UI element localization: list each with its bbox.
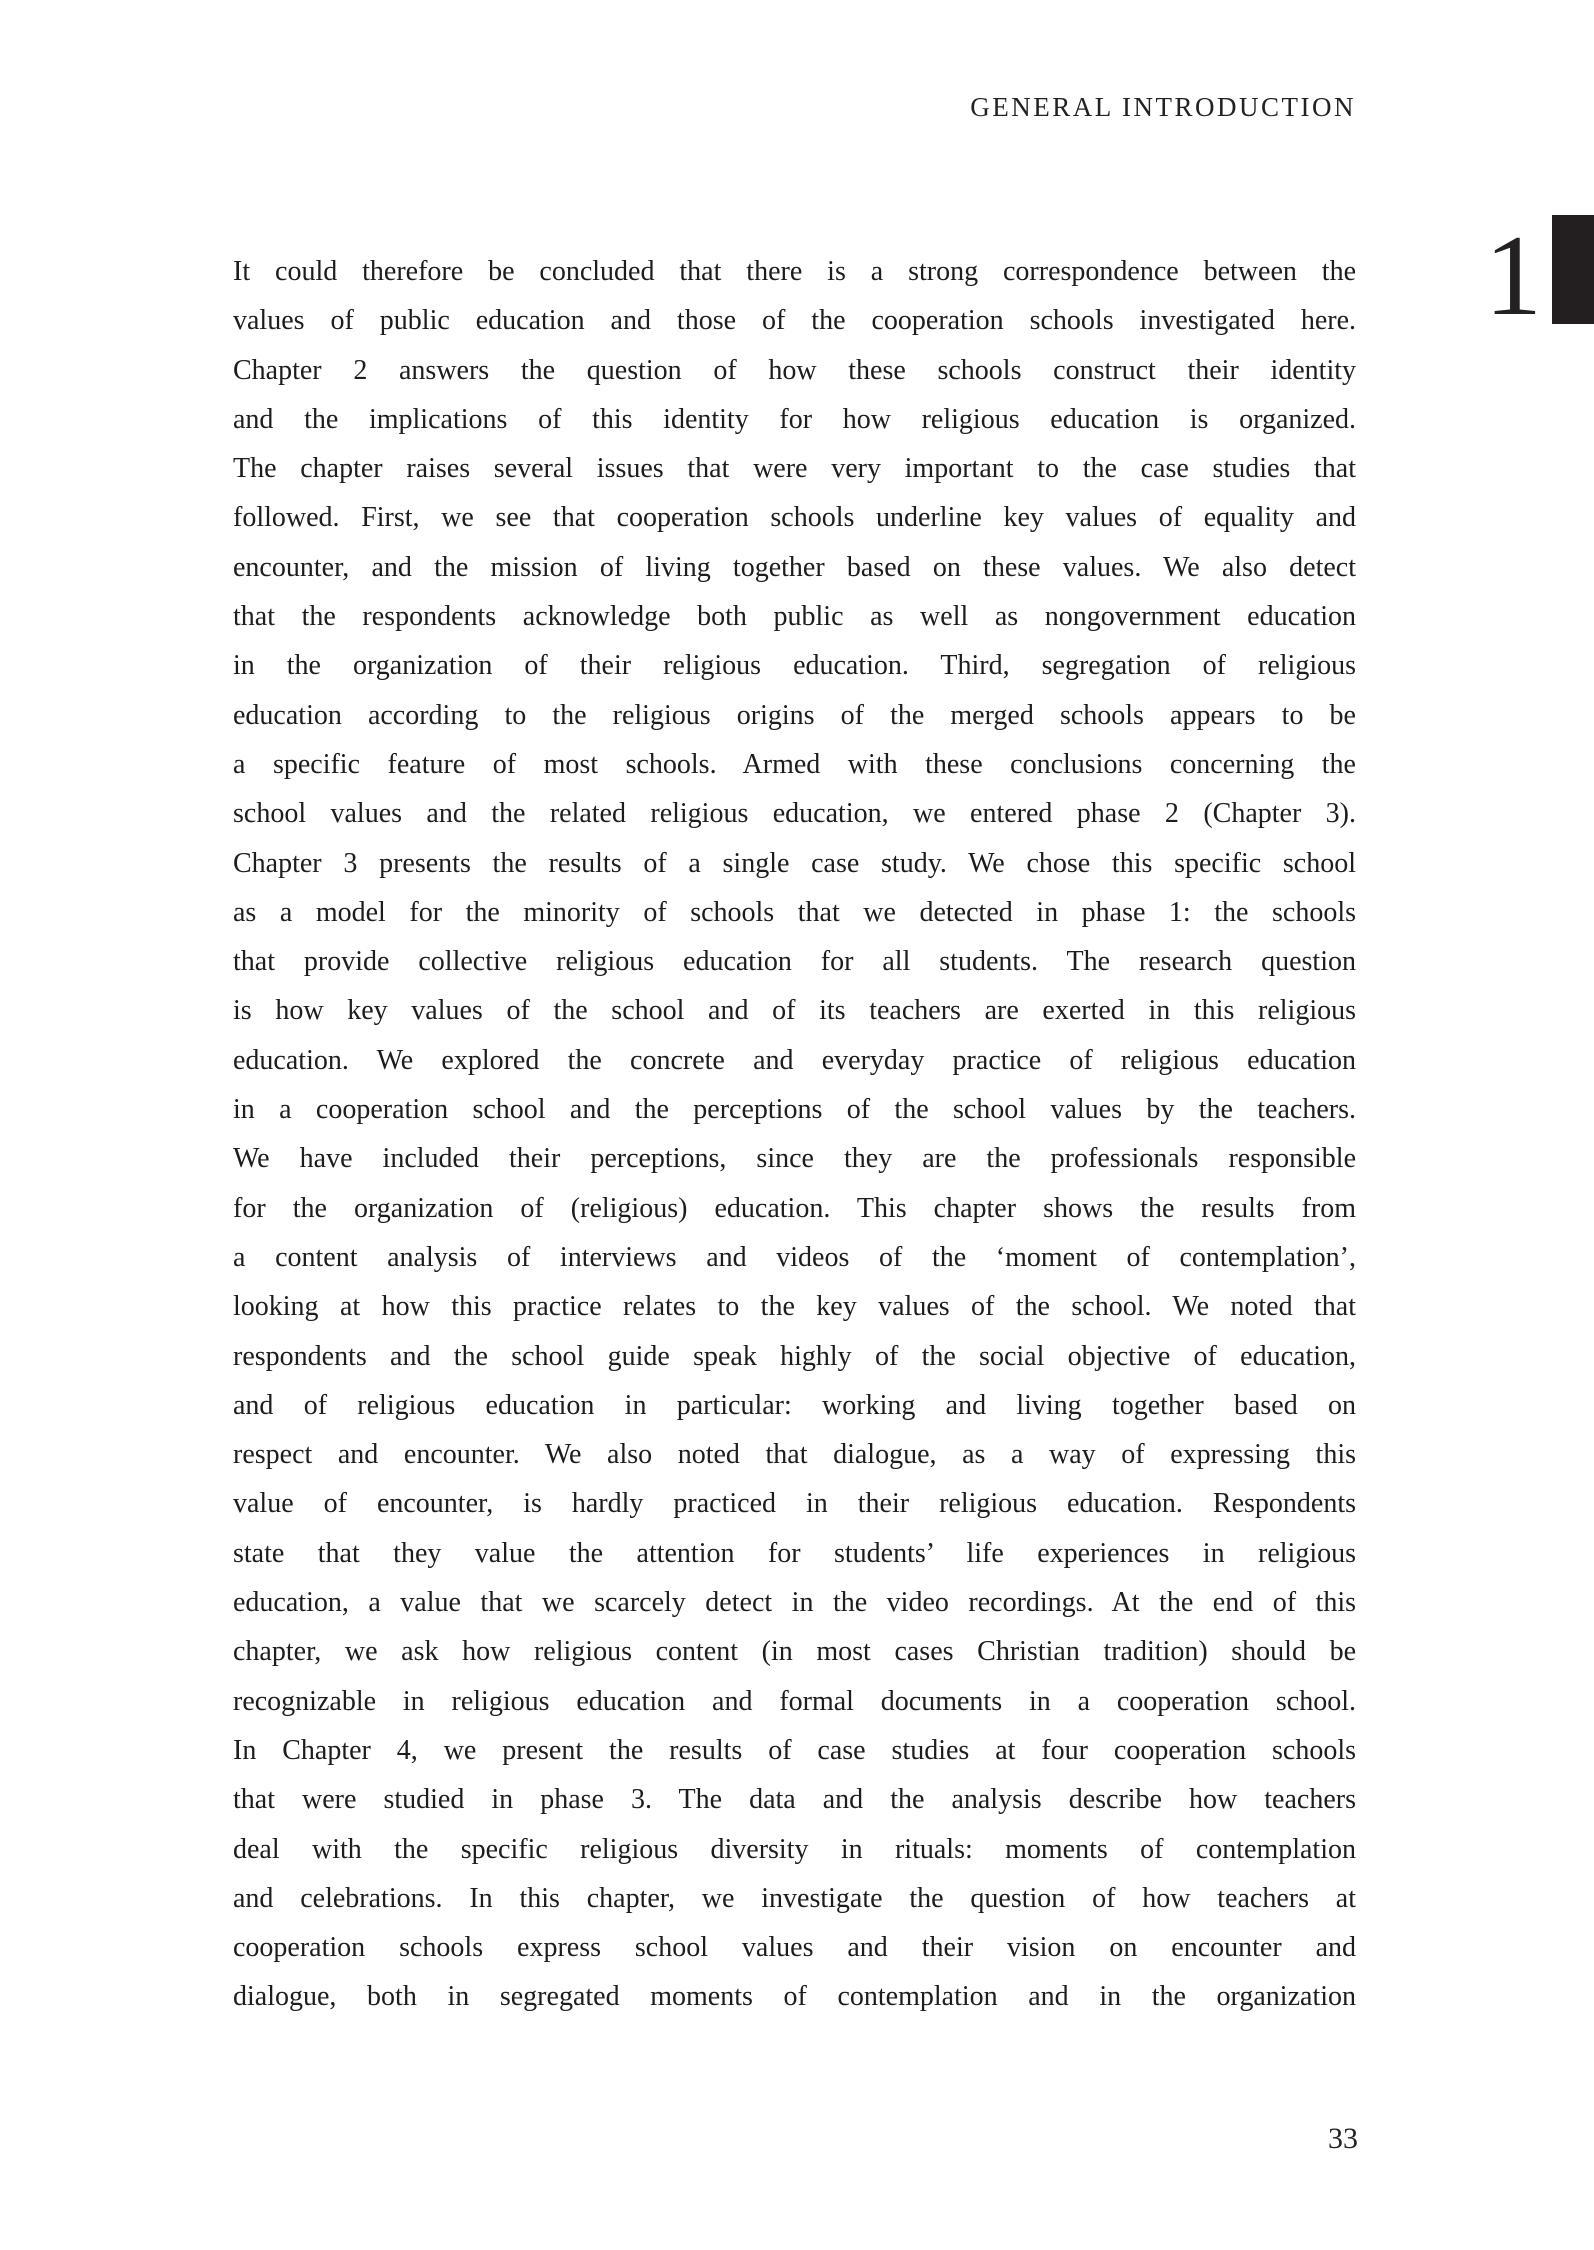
chapter-number: 1	[1484, 212, 1542, 339]
text-line: and celebrations. In this chapter, we investigate the question of how teachers at	[233, 1882, 1356, 1914]
text-line: We have included their perceptions, since they are the professionals responsible	[233, 1143, 1356, 1175]
text-line: and the implications of this identity for how religious education is organized.	[233, 403, 1356, 435]
text-line: education. We explored the concrete and everyday practice of religious education	[233, 1044, 1356, 1076]
text-line: It could therefore be concluded that there is a strong correspondence between the	[233, 256, 1356, 287]
text-line: respondents and the school guide speak highly of the social objective of education,	[233, 1340, 1356, 1372]
text-line: values of public education and those of the cooperation schools investigated here.	[233, 305, 1356, 337]
text-line: education, a value that we scarcely detect in the video recordings. At the end of this	[233, 1587, 1356, 1619]
text-line: a specific feature of most schools. Armed with these conclusions concerning the	[233, 748, 1356, 780]
chapter-tab-rectangle	[1552, 215, 1594, 324]
text-line: Chapter 2 answers the question of how these schools construct their identity	[233, 354, 1356, 386]
body-paragraph	[233, 247, 1356, 2022]
text-line: cooperation schools express school values and their vision on encounter and	[233, 1932, 1356, 1964]
text-line: respect and encounter. We also noted that dialogue, as a way of expressing this	[233, 1439, 1356, 1471]
text-line: as a model for the minority of schools that we detected in phase 1: the schools	[233, 896, 1356, 928]
text-line: Chapter 3 presents the results of a single case study. We chose this specific school	[233, 847, 1356, 879]
text-line: for the organization of (religious) education. This chapter shows the results from	[233, 1192, 1356, 1224]
text-line: education according to the religious origins of the merged schools appears to be	[233, 699, 1356, 731]
page-number: 33	[1328, 2122, 1358, 2155]
text-line: a content analysis of interviews and videos of the ‘moment of contemplation’,	[233, 1241, 1356, 1273]
text-line: The chapter raises several issues that were very important to the case studies that	[233, 453, 1356, 485]
text-line: in the organization of their religious education. Third, segregation of religious	[233, 650, 1356, 682]
text-line: recognizable in religious education and formal documents in a cooperation school.	[233, 1685, 1356, 1717]
text-line: value of encounter, is hardly practiced in their religious education. Respondents	[233, 1488, 1356, 1520]
text-line: encounter, and the mission of living together based on these values. We also detect	[233, 551, 1356, 583]
text-line: state that they value the attention for students’ life experiences in religious	[233, 1537, 1356, 1569]
text-line: school values and the related religious education, we entered phase 2 (Chapter 3).	[233, 798, 1356, 830]
running-header: GENERAL INTRODUCTION	[970, 92, 1356, 122]
text-line: In Chapter 4, we present the results of case studies at four cooperation schools	[233, 1734, 1356, 1766]
text-line: that the respondents acknowledge both public as well as nongovernment education	[233, 601, 1356, 633]
text-line: deal with the specific religious diversity in rituals: moments of contemplation	[233, 1833, 1356, 1865]
text-line: in a cooperation school and the perceptions of the school values by the teachers.	[233, 1094, 1356, 1126]
text-line: chapter, we ask how religious content (in most cases Christian tradition) should be	[233, 1636, 1356, 1668]
text-line: looking at how this practice relates to the key values of the school. We noted that	[233, 1291, 1356, 1323]
text-line: that provide collective religious education for all students. The research question	[233, 946, 1356, 978]
text-line: followed. First, we see that cooperation schools underline key values of equality and	[233, 502, 1356, 534]
text-line: and of religious education in particular: working and living together based on	[233, 1389, 1356, 1421]
text-line: dialogue, both in segregated moments of contemplation and in the organization	[233, 1981, 1356, 2013]
text-line: is how key values of the school and of its teachers are exerted in this religious	[233, 995, 1356, 1027]
text-line: that were studied in phase 3. The data and the analysis describe how teachers	[233, 1784, 1356, 1816]
